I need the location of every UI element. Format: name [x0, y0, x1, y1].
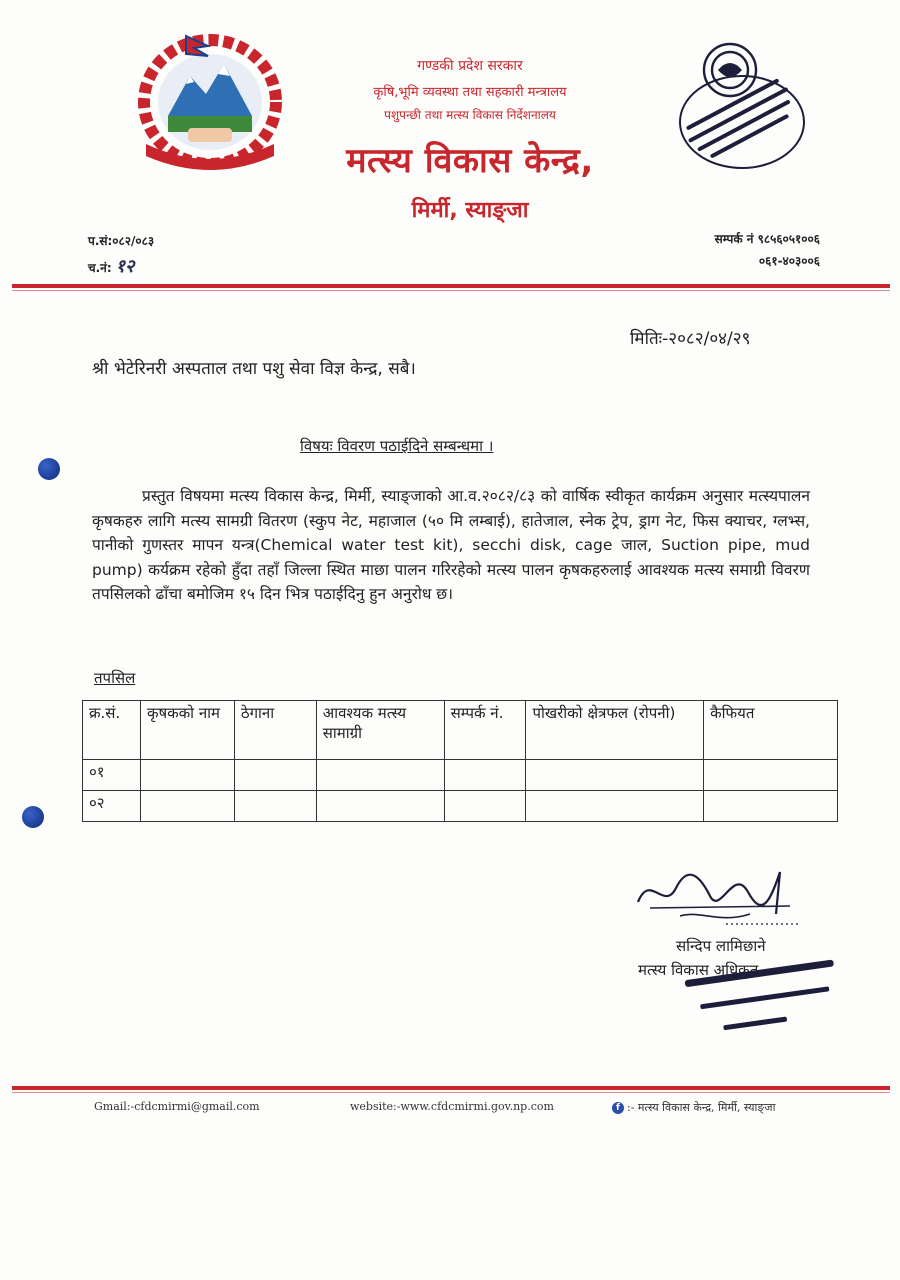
- table-cell: [444, 760, 526, 791]
- table-cell: [316, 760, 444, 791]
- binder-hole-dot: [38, 458, 60, 480]
- letter-body-paragraph: [92, 484, 810, 607]
- letter-date: मितिः-२०८२/०४/२९: [630, 329, 751, 349]
- table-cell: [526, 760, 704, 791]
- ref-ps-label: प.सं:: [88, 234, 113, 248]
- footer-gmail: Gmail:-cfdcmirmi@gmail.com: [94, 1100, 260, 1113]
- table-cell: [140, 760, 234, 791]
- contact-phone-2: ०६१-४०३००६: [758, 254, 820, 268]
- reference-number: [88, 232, 154, 249]
- ref-cn-value: १२: [115, 256, 135, 277]
- signatory-name-stamp: [660, 950, 860, 1050]
- table-cell: [316, 791, 444, 822]
- table-cell: [704, 760, 838, 791]
- footer-facebook: [612, 1100, 775, 1115]
- office-round-stamp: [660, 30, 820, 180]
- header-directorate: पशुपन्छी तथा मत्स्य विकास निर्देशनालय: [384, 108, 556, 122]
- letter-subject: विषयः विवरण पठाईदिने सम्बन्धमा ।: [300, 437, 494, 455]
- col-header-serial: क्र.सं.: [83, 701, 141, 760]
- handwritten-signature: [630, 852, 800, 932]
- dispatch-number: [88, 254, 134, 278]
- contact-line-1: [660, 230, 820, 247]
- contact-label: सम्पर्क नं: [714, 232, 754, 246]
- col-header-farmer-name: कृषकको नाम: [140, 701, 234, 760]
- ref-ps-value: ०८२/०८३: [112, 234, 155, 248]
- facebook-icon: f: [612, 1102, 624, 1114]
- details-table: [82, 700, 838, 822]
- table-cell: ०२: [83, 791, 141, 822]
- table-cell: [704, 791, 838, 822]
- signatory-title: मत्स्य विकास अधिकृत: [638, 961, 759, 979]
- header-office-location: मिर्मी, स्याङ्जा: [411, 198, 529, 223]
- footer-facebook-text: :- मत्स्य विकास केन्द्र, मिर्मी, स्याङ्जा: [627, 1101, 776, 1114]
- table-header-row: [83, 701, 838, 760]
- nepal-emblem-logo: [128, 24, 292, 174]
- footer-divider-thin: [12, 1092, 890, 1093]
- header-province: गण्डकी प्रदेश सरकार: [417, 58, 523, 74]
- binder-hole-dot: [22, 806, 44, 828]
- table-cell: [140, 791, 234, 822]
- table-row: [83, 760, 838, 791]
- table-row: [83, 791, 838, 822]
- header-office-name: मत्स्य विकास केन्द्र,: [346, 141, 594, 181]
- table-cell: [444, 791, 526, 822]
- table-cell: ०१: [83, 760, 141, 791]
- letter-addressee: श्री भेटेरिनरी अस्पताल तथा पशु सेवा विज्ञ केन्द्र, सबै।: [92, 359, 416, 379]
- contact-phone-1: ९८५६०५१००६: [757, 232, 820, 246]
- letter-body-text: प्रस्तुत विषयमा मत्स्य विकास केन्द्र, मिर्मी, स्याङ्जाको आ.व.२०८२/८३ को वार्षिक स्वीकृत कार्यक्रम अनुसार मत्स्यपालन कृषकहरु लागि मत्स्य सामग्री वितरण (स्कुप नेट, महाजाल (५० मि लम्बाई), हातेजाल, स्नेक ट्रेप, ड्राग नेट, फिस क्याचर, ग्लभ्स, पानीको गुणस्तर मापन यन्त्र(Chemical water test kit), secchi disk, cage जाल, Suction pipe, mud pump) कर्यक्रम रहेको हुँदा तहाँ जिल्ला स्थित माछा पालन गरिरहेको मत्स्य पालन कृषकहरुलाई आवश्यक मत्स्य समाग्री विवरण तपसिलको ढाँचा बमोजिम १५ दिन भित्र पठाईदिनु हुन अनुरोध छ।: [92, 487, 810, 603]
- signatory-name: सन्दिप लामिछाने: [676, 937, 766, 955]
- col-header-pond-area: पोखरीको क्षेत्रफल (रोपनी): [526, 701, 704, 760]
- table-cell: [234, 791, 316, 822]
- col-header-address: ठेगाना: [234, 701, 316, 760]
- header-ministry: कृषि,भूमि व्यवस्था तथा सहकारी मन्त्रालय: [373, 85, 567, 100]
- col-header-contact-no: सम्पर्क नं.: [444, 701, 526, 760]
- ref-cn-label: च.नं:: [88, 261, 112, 275]
- col-header-remarks: कैफियत: [704, 701, 838, 760]
- table-cell: [526, 791, 704, 822]
- details-heading: तपसिल: [94, 669, 136, 687]
- col-header-required-material: आवश्यक मत्स्य सामाग्री: [316, 701, 444, 760]
- footer-divider: [12, 1086, 890, 1090]
- header-divider-thin: [12, 290, 890, 291]
- table-cell: [234, 760, 316, 791]
- footer-website: website:-www.cfdcmirmi.gov.np.com: [350, 1100, 554, 1113]
- header-divider: [12, 284, 890, 288]
